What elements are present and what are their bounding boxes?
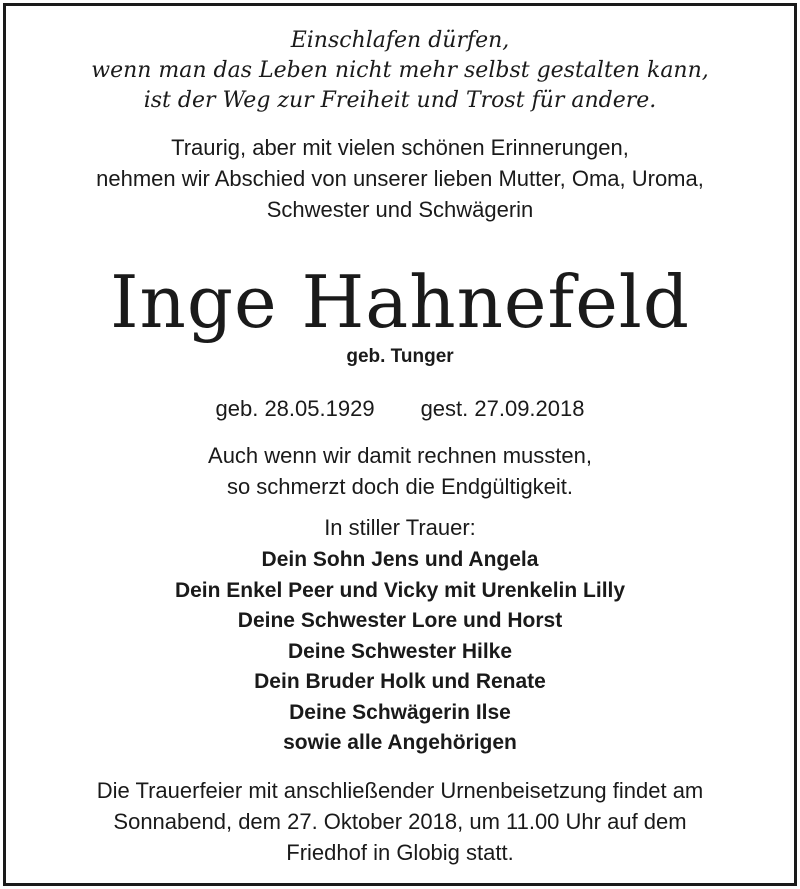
poem-line: wenn man das Leben nicht mehr selbst gestalten kann, [91,58,709,83]
mourning-label: In stiller Trauer: [324,515,476,540]
farewell-intro [0,132,800,225]
poem-line: Einschlafen dürfen, [290,28,510,53]
mourner-entry: Deine Schwester Hilke [287,639,513,663]
quote-line: Auch wenn wir damit rechnen mussten, [208,443,592,468]
maiden-name: geb. Tunger [346,346,454,367]
mourners-list [0,545,800,759]
poem-line: ist der Weg zur Freiheit und Trost für andere. [143,88,657,113]
funeral-line: Sonnabend, dem 27. Oktober 2018, um 11.00 Uhr auf dem [113,809,687,834]
funeral-line: Friedhof in Globig statt. [286,840,514,865]
mourner-entry: Deine Schwester Lore und Horst [237,609,563,632]
life-dates [0,394,800,424]
consolation-quote [0,440,800,502]
quote-line: so schmerzt doch die Endgültigkeit. [226,474,574,499]
opening-poem [0,26,800,116]
mourner-entry: Dein Sohn Jens und Angela [261,548,539,571]
mourner-entry: sowie alle Angehörigen [283,731,517,754]
birth-date: geb. 28.05.1929 [215,396,375,421]
mourner-entry: Dein Bruder Holk und Renate [254,670,546,693]
intro-line: Traurig, aber mit vielen schönen Erinnerungen, [171,135,629,160]
intro-line: Schwester und Schwägerin [266,197,534,222]
mourner-entry: Deine Schwägerin Ilse [289,700,511,724]
intro-line: nehmen wir Abschied von unserer lieben Mutter, Oma, Uroma, [96,166,704,191]
funeral-announcement [0,775,800,868]
death-date: gest. 27.09.2018 [420,396,585,421]
mourner-entry: Dein Enkel Peer und Vicky mit Urenkelin Lilly [174,578,626,602]
deceased-name: Inge Hahnefeld [110,260,690,344]
funeral-line: Die Trauerfeier mit anschließender Urnenbeisetzung findet am [96,778,704,803]
